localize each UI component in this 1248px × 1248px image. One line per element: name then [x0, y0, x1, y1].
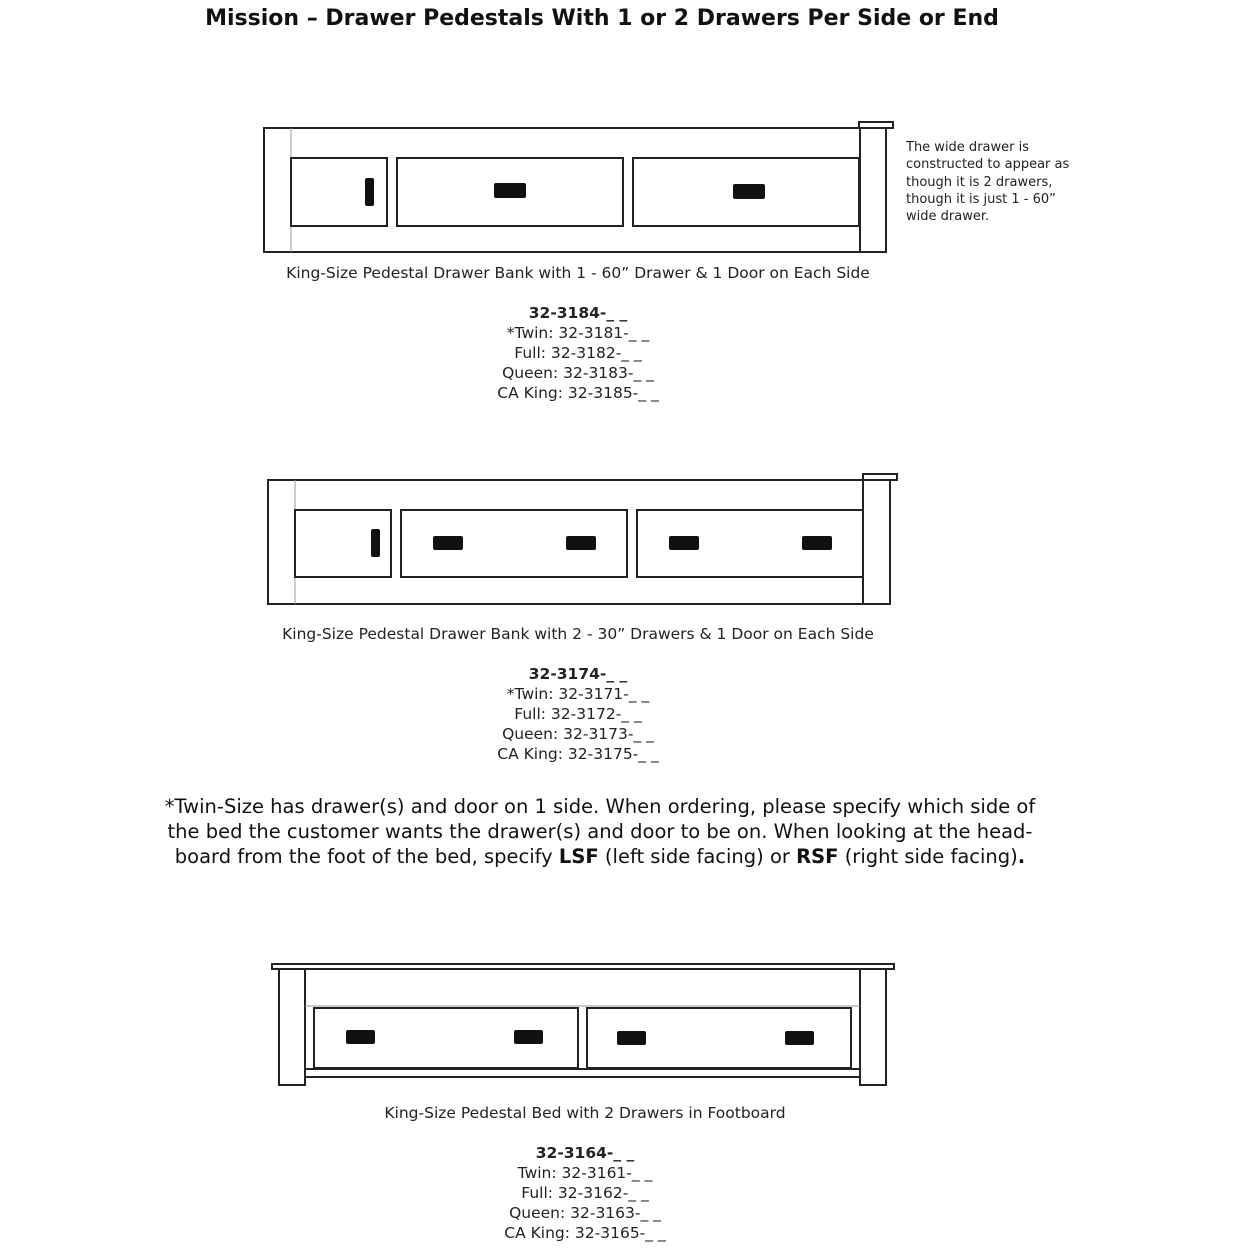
product-caption: King-Size Pedestal Bed with 2 Drawers in Footboard — [384, 1104, 786, 1122]
main-code: 32-3164-_ _ — [535, 1144, 635, 1162]
side-note: The wide drawer is constructed to appear as though it is 2 drawers, though it is just 1 - 60” wide drawer. — [906, 140, 1070, 225]
variant-code: Full: 32-3172-_ _ — [514, 705, 642, 723]
variant-code: Twin: 32-3161-_ _ — [517, 1164, 653, 1182]
product-caption: King-Size Pedestal Drawer Bank with 2 - 30” Drawers & 1 Door on Each Side — [282, 625, 874, 643]
variant-code: Queen: 32-3163-_ _ — [509, 1204, 661, 1222]
drawer-pull-icon — [346, 1030, 375, 1044]
main-code: 32-3184-_ _ — [528, 304, 628, 322]
variant-code: CA King: 32-3185-_ _ — [497, 384, 659, 402]
product-codes — [435, 1143, 735, 1243]
rsf-label: RSF — [796, 845, 839, 868]
drawer-pull-icon — [514, 1030, 543, 1044]
drawer-pull-icon — [617, 1031, 646, 1045]
twin-size-note: *Twin-Size has drawer(s) and door on 1 side. When ordering, please specify which side of the bed the customer wants the drawer(s) and door to be on. When looking at the head- board from the foot of the bed, specify LSF (left side facing) or RSF (right side facing). — [164, 795, 1036, 868]
variant-code: Queen: 32-3173-_ _ — [502, 725, 654, 743]
page-title: Mission – Drawer Pedestals With 1 or 2 Drawers Per Side or End — [205, 6, 999, 31]
drawer-pull-icon — [785, 1031, 814, 1045]
variant-code: *Twin: 32-3171-_ _ — [506, 685, 650, 703]
variant-code: *Twin: 32-3181-_ _ — [506, 324, 650, 342]
lsf-label: LSF — [558, 845, 599, 868]
main-code: 32-3174-_ _ — [528, 665, 628, 683]
variant-code: Full: 32-3162-_ _ — [521, 1184, 649, 1202]
variant-code: Full: 32-3182-_ _ — [514, 344, 642, 362]
variant-code: CA King: 32-3165-_ _ — [504, 1224, 666, 1242]
variant-code: CA King: 32-3175-_ _ — [497, 745, 659, 763]
product-caption: King-Size Pedestal Drawer Bank with 1 - 60” Drawer & 1 Door on Each Side — [286, 264, 870, 282]
variant-code: Queen: 32-3183-_ _ — [502, 364, 654, 382]
